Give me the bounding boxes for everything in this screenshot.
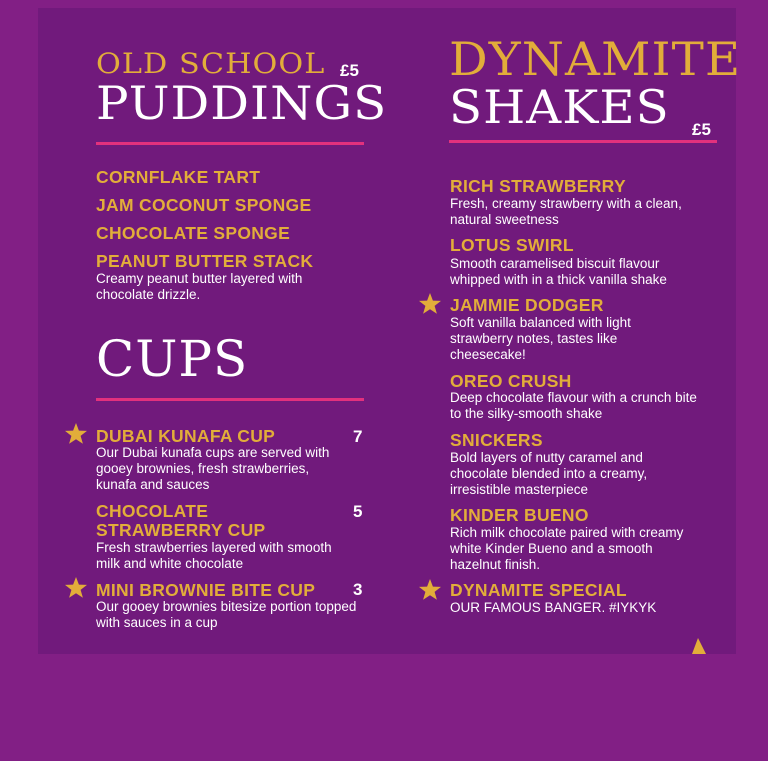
shake-item-name: DYNAMITE SPECIAL (450, 580, 627, 600)
shakes-price: £5 (692, 120, 711, 139)
shake-item-desc: Bold layers of nutty caramel and chocolate blended into a creamy, irresistible masterpiece (450, 450, 648, 497)
cup-item-price: 5 (353, 502, 363, 521)
shake-item-desc: OUR FAMOUS BANGER. #IYKYK (450, 600, 657, 615)
pudding-item-desc: Creamy peanut butter layered with chocolate drizzle. (96, 271, 303, 302)
shake-item-name: RICH STRAWBERRY (450, 176, 626, 196)
cups-divider (96, 398, 364, 401)
cup-item-desc: Fresh strawberries layered with smooth milk and white chocolate (96, 540, 332, 571)
pudding-item-name: PEANUT BUTTER STACK (96, 251, 314, 271)
cup-item-name: CHOCOLATE (96, 501, 209, 521)
star-icon (64, 422, 88, 446)
puddings-title: PUDDINGS (96, 76, 388, 130)
shakes-title: SHAKES (449, 80, 670, 134)
puddings-divider (96, 142, 364, 145)
cup-item-price: 3 (353, 580, 363, 599)
shake-item-name: KINDER BUENO (450, 505, 589, 525)
shake-item-desc: Smooth caramelised biscuit flavour whipped with in a thick vanilla shake (450, 256, 667, 287)
shake-item-desc: Rich milk chocolate paired with creamy white Kinder Bueno and a smooth hazelnut finish. (450, 525, 684, 572)
pudding-item-name: CHOCOLATE SPONGE (96, 223, 291, 243)
puddings-title-top: OLD SCHOOL (96, 47, 326, 80)
shake-item-desc: Soft vanilla balanced with light strawberry notes, tastes like cheesecake! (450, 315, 631, 362)
cup-item-desc: Our Dubai kunafa cups are served with gooey brownies, fresh strawberries, kunafa and sauces (96, 445, 330, 492)
cup-item-name: DUBAI KUNAFA CUP (96, 426, 276, 446)
cup-item-price: 7 (353, 427, 363, 446)
star-icon (418, 292, 442, 316)
shake-item-desc: Fresh, creamy strawberry with a clean, natural sweetness (450, 196, 682, 227)
cup-item-desc: Our gooey brownies bitesize portion topped with sauces in a cup (96, 599, 357, 630)
shake-item-name: LOTUS SWIRL (450, 235, 574, 255)
shake-item-desc: Deep chocolate flavour with a crunch bite to the silky-smooth shake (450, 390, 697, 421)
cup-item-name: MINI BROWNIE BITE CUP (96, 580, 316, 600)
shake-item-name: OREO CRUSH (450, 371, 572, 391)
cup-item-name-line2: STRAWBERRY CUP (96, 520, 266, 540)
cups-title: CUPS (96, 330, 249, 388)
pudding-item-name: CORNFLAKE TART (96, 167, 261, 187)
pudding-item-name: JAM COCONUT SPONGE (96, 195, 312, 215)
puddings-price: £5 (340, 61, 359, 80)
shake-item-name: SNICKERS (450, 430, 543, 450)
star-icon (418, 578, 442, 602)
star-icon (64, 576, 88, 600)
shakes-divider (449, 140, 717, 143)
triangle-decoration-icon (692, 638, 706, 654)
shake-item-name: JAMMIE DODGER (450, 295, 604, 315)
shakes-title-top: DYNAMITE (449, 32, 742, 86)
